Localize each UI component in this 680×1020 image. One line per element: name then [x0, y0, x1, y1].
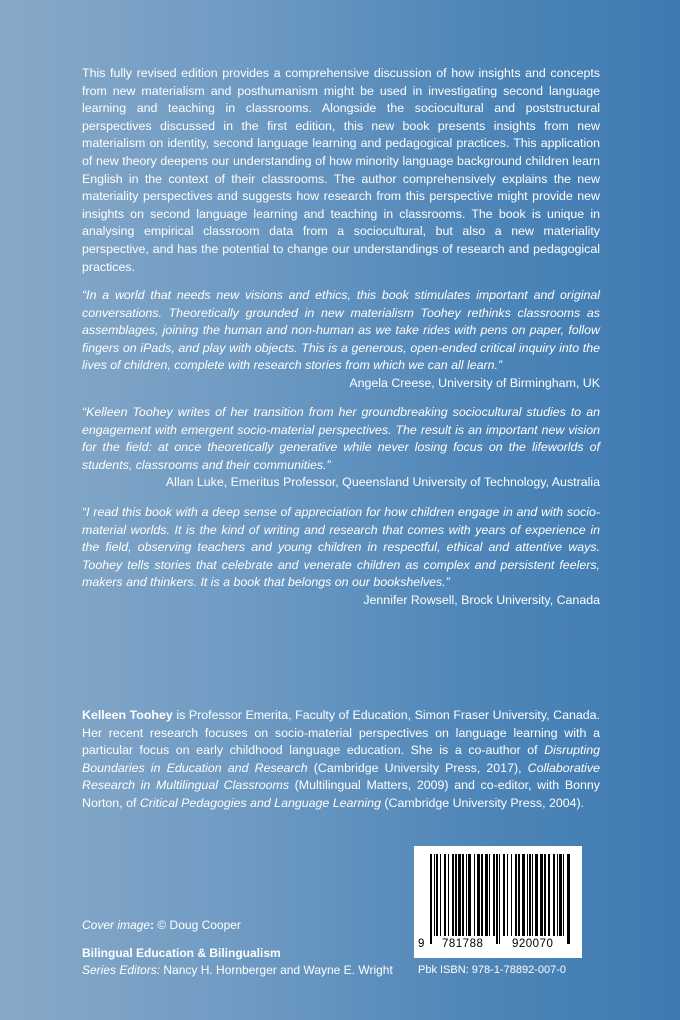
book-title: Disrupting Boundaries in Education and Research	[82, 743, 600, 775]
quote-text: “Kelleen Toohey writes of her transition from her groundbreaking sociocultural studies to an engagement with emergent socio-material perspectives. The result is an important new vision for the field: at once theoretically generative while never losing focus on the lifeworlds of students, classrooms and their communities.”	[82, 405, 600, 472]
barcode-bar	[544, 854, 546, 936]
quote-attribution: Allan Luke, Emeritus Professor, Queensland University of Technology, Australia	[165, 475, 600, 490]
barcode-bar	[499, 854, 500, 944]
quote-attribution: Jennifer Rowsell, Brock University, Canada	[363, 592, 600, 607]
barcode-bar	[477, 854, 480, 936]
isbn: Pbk ISBN: 978-1-78892-007-0	[418, 964, 566, 976]
cover-credit-value: © Doug Cooper	[157, 918, 241, 932]
barcode-bar	[559, 854, 562, 936]
barcode-bar	[496, 854, 498, 944]
barcode-bar	[529, 854, 531, 936]
barcode-bar	[452, 854, 454, 936]
bio-text: is Professor Emerita, Faculty of Education, Simon Fraser University, Canada. Her recent research focuses on socio-material perspectives on language learning with a particular focus on early childhood language education. She is a co-author of	[82, 708, 601, 758]
barcode-bar	[553, 854, 555, 936]
barcode-bars	[414, 846, 582, 958]
barcode-bar	[448, 854, 449, 936]
bio-text: (Multilingual Matters, 2009) and co-editor, with Bonny Norton, of	[82, 778, 600, 810]
barcode-bar	[532, 854, 533, 936]
book-title: Critical Pedagogies and Language Learning	[139, 795, 381, 810]
barcode-bar	[434, 854, 435, 936]
cover-credit-separator: :	[150, 918, 158, 932]
barcode-bar	[462, 854, 464, 936]
series-editors-label: Series Editors:	[82, 963, 161, 977]
bio-text: (Cambridge University Press, 2004).	[380, 795, 585, 810]
cover-credit-label: Cover image	[82, 918, 151, 932]
barcode-bar	[481, 854, 483, 936]
barcode-bar	[522, 854, 525, 936]
barcode-bar	[535, 854, 538, 936]
barcode-bar	[511, 854, 512, 936]
barcode-bar	[567, 854, 570, 944]
barcode-bar	[563, 854, 564, 936]
barcode-bar	[430, 854, 432, 944]
series-editors-names: Nancy H. Hornberger and Wayne E. Wright	[160, 963, 393, 977]
series-editors	[82, 963, 393, 977]
quote-text: “I read this book with a deep sense of appreciation for how children engage in and with socio-material worlds. It is the kind of writing and research that comes with years of experience in the field, observing teachers and young children in respectful, ethical and attentive ways. Toohey tells stories that celebrate and venerate children as complex and persistent feelers, makers and thinkers. It is a book that belongs on our bookshelves.”	[82, 505, 600, 590]
endorsement-quote	[82, 287, 600, 393]
barcode-bar	[436, 854, 438, 936]
barcode-bar	[493, 854, 495, 936]
barcode-digits-left: 781788	[442, 938, 484, 950]
barcode-bar	[507, 854, 508, 936]
barcode-bar	[458, 854, 461, 936]
barcode-bar	[485, 854, 488, 936]
barcode-bar	[515, 854, 517, 936]
barcode-bar	[489, 854, 490, 936]
barcode-bar	[527, 854, 528, 936]
barcode-bar	[518, 854, 520, 936]
book-title: Collaborative Research in Multilingual Classrooms	[82, 760, 600, 793]
barcode-digit-lead: 9	[418, 938, 425, 950]
barcode	[414, 846, 582, 958]
barcode-bar	[444, 854, 446, 936]
barcode-bar	[440, 854, 441, 936]
barcode-bar	[474, 854, 475, 936]
barcode-bar	[503, 854, 505, 936]
cover-credit	[82, 918, 241, 932]
author-name: Kelleen Toohey	[82, 708, 173, 722]
bio-text: (Cambridge University Press, 2017),	[307, 760, 528, 775]
author-bio	[82, 707, 600, 813]
barcode-digits-right: 920070	[512, 938, 554, 950]
endorsement-quote	[82, 504, 600, 610]
quote-attribution: Angela Creese, University of Birmingham, UK	[349, 375, 600, 390]
barcode-bar	[540, 854, 543, 936]
barcode-bar	[455, 854, 457, 936]
barcode-bar	[548, 854, 550, 936]
barcode-bar	[466, 854, 467, 936]
book-description: This fully revised edition provides a comprehensive discussion of how insights and concepts from new materialism and posthumanism might be used in investigating second language learning and teaching in classrooms. Alongside the sociocultural and poststructural perspectives discussed in the first edition, this new book presents insights from new materialism on identity, second language learning and pedagogical practices. This application of new theory deepens our understanding of how minority language background children learn English in the context of their classrooms. The author comprehensively explains the new materiality perspectives and suggests how research from this perspective might provide new insights on second language learning and teaching in classrooms. The book is unique in analysing empirical classroom data from a sociocultural, but also a new materiality perspective, and has the potential to change our understandings of research and pedagogical practices.	[82, 66, 600, 274]
barcode-bar	[557, 854, 558, 936]
endorsement-quote	[82, 404, 600, 492]
quote-text: “In a world that needs new visions and ethics, this book stimulates important and original conversations. Theoretically grounded in new materialism Toohey rethinks classrooms as assemblages, joining the human and non-human as we take rides with pens on paper, follow fingers on iPads, and play with objects. This is a generous, open-ended critical inquiry into the lives of children, complete with research stories from which we can all learn.”	[82, 288, 600, 373]
barcode-bar	[468, 854, 471, 936]
series-title: Bilingual Education & Bilingualism	[82, 946, 281, 960]
